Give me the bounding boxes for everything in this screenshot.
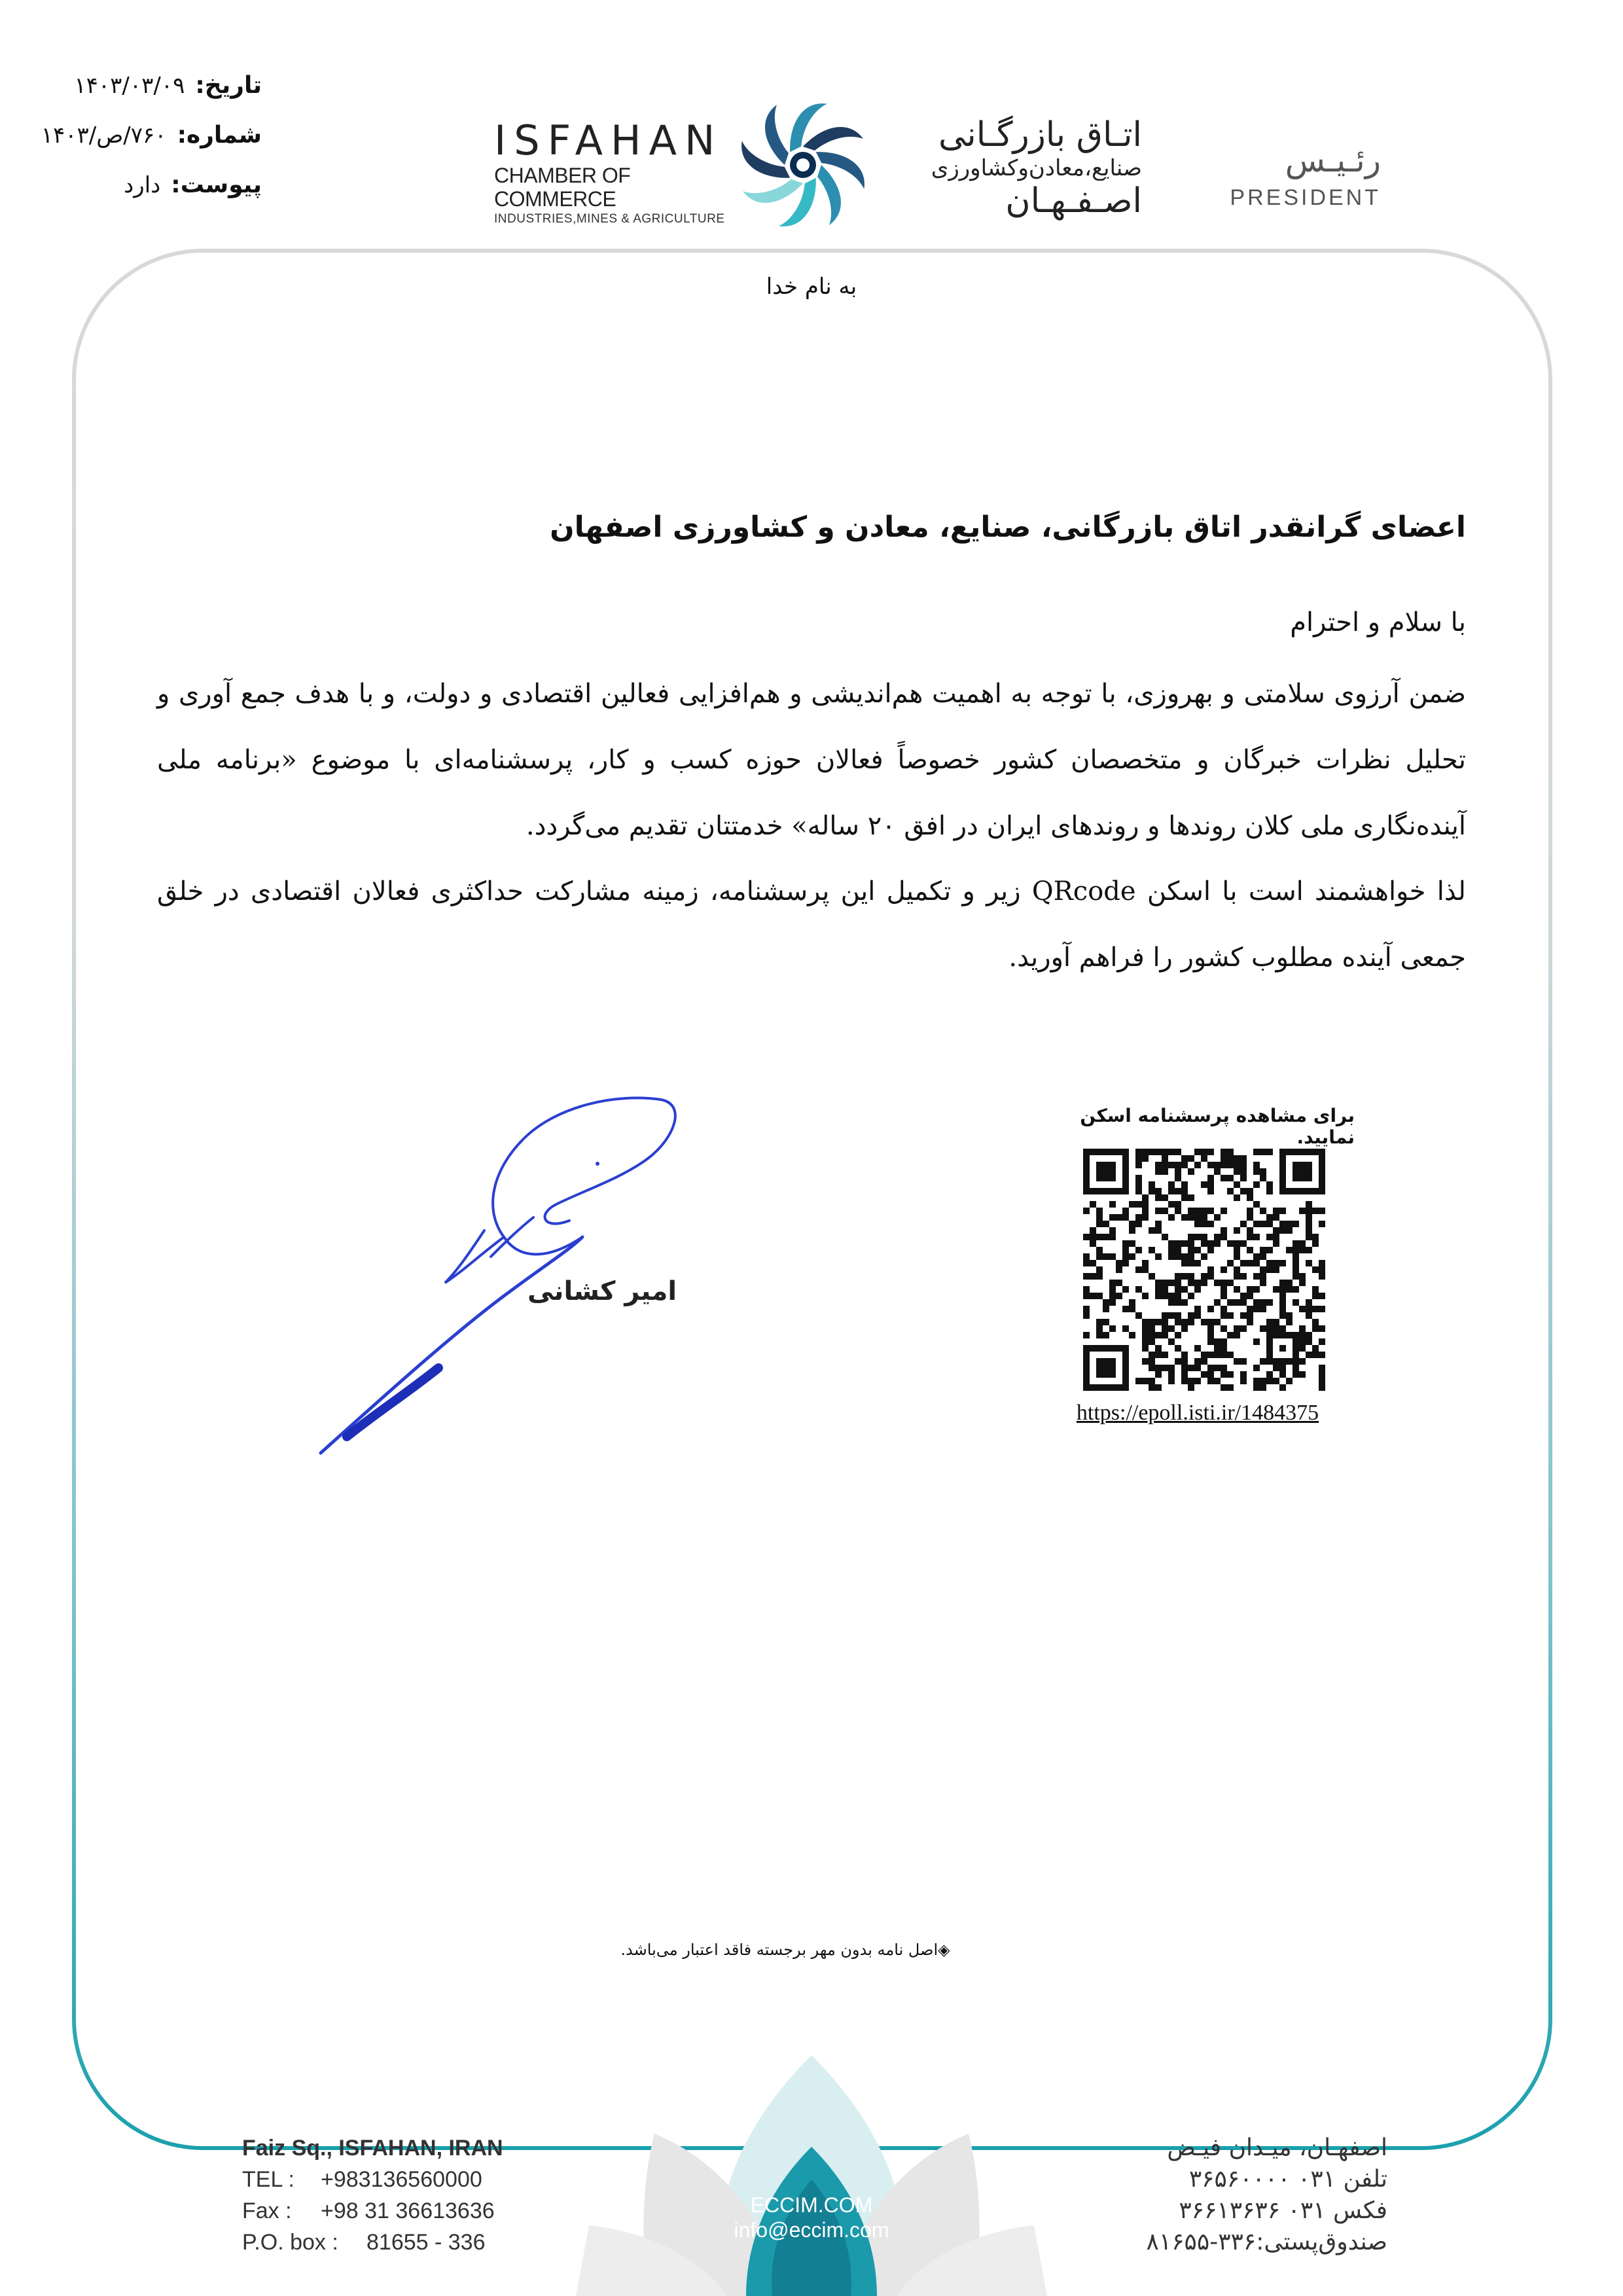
- logo-en-tagline: INDUSTRIES,MINES & AGRICULTURE: [494, 212, 725, 226]
- body-paragraph-1: ضمن آرزوی سلامتی و بهروزی، با توجه به اهمیت هم‌اندیشی و هم‌افزایی فعالین اقتصادی و دولت، و با هدف جمع آوری و تحلیل نظرات خبرگان و متخصصان کشور خصوصاً فعالان حوزه کسب و کار، پرسشنامه‌ای با موضوع «برنامه ملی آینده‌نگاری ملی کلان روندها و روندهای ایران در افق ۲۰ ساله» خدمتتان تقدیم می‌گردد.: [157, 679, 1466, 841]
- fax-label: Fax :: [242, 2198, 292, 2223]
- logo-en-title: ISFAHAN: [494, 117, 723, 164]
- footer-fa-fax: فکس ۰۳۱ ۳۶۶۱۳۶۳۶: [1179, 2197, 1387, 2224]
- number-label: شماره:: [177, 122, 262, 149]
- recipient-line: اعضای گرانقدر اتاق بازرگانی، صنایع، معادن و کشاورزی اصفهان: [550, 511, 1466, 544]
- footer-fa-title: اصفهـان، میـدان فیـض: [1167, 2134, 1387, 2161]
- logo-fa-title: اتـاق بازرگـانی: [938, 115, 1142, 154]
- attachment-label: پیوست:: [171, 171, 262, 198]
- attachment-value: دارد: [124, 172, 161, 198]
- footer-fax-row: [242, 2195, 524, 2227]
- footer-web: [654, 2193, 969, 2242]
- footer-address-en: [242, 2132, 524, 2258]
- logo-persian: [880, 115, 1142, 221]
- president-en: PRESIDENT: [1230, 185, 1381, 210]
- chamber-logo-icon: [733, 92, 874, 239]
- logo-fa-city: اصـفـهـان: [1005, 181, 1142, 221]
- footer-lotus-icon: [550, 2029, 1073, 2296]
- footer-fa-pobox: صندوق‌پستی:۳۳۶-۸۱۶۵۵: [1146, 2229, 1387, 2255]
- logo-fa-subtitle: صنایع،معادن‌و‌کشاورزی: [931, 155, 1142, 181]
- pobox-label: P.O. box :: [242, 2230, 338, 2255]
- letter-meta: [39, 72, 262, 221]
- signature-image: [308, 1086, 713, 1460]
- bismillah: به نام خدا: [766, 274, 857, 300]
- number-value: ۷۶۰/ص/۱۴۰۳: [41, 122, 167, 149]
- validity-note: ◈اصل نامه بدون مهر برجسته فاقد اعتبار می‌باشد.: [620, 1941, 950, 1959]
- logo-english: [494, 118, 736, 228]
- date-label: تاریخ:: [195, 72, 262, 99]
- pobox-value: 81655 - 336: [366, 2230, 486, 2255]
- greeting: با سلام و احترام: [1290, 607, 1466, 637]
- body-paragraph-2: لذا خواهشمند است با اسکن QRcode زیر و تکمیل این پرسشنامه، زمینه مشارکت حداکثری فعالان اقتصادی در خلق جمعی آینده مطلوب کشور را فراهم آورید.: [157, 876, 1466, 973]
- signer-name: امیر کشانی: [527, 1276, 677, 1306]
- logo-en-subtitle: CHAMBER OF COMMERCE: [494, 164, 631, 211]
- questionnaire-link[interactable]: https://epoll.isti.ir/1484375: [1076, 1401, 1319, 1425]
- attachment-row: [39, 171, 262, 221]
- footer-address-fa: [1099, 2132, 1387, 2258]
- footer-tel-row: [242, 2164, 524, 2195]
- website-link[interactable]: ECCIM.COM: [750, 2193, 873, 2217]
- tel-label: TEL :: [242, 2167, 294, 2192]
- president-fa: رئـیـس: [1285, 141, 1381, 179]
- date-row: [39, 72, 262, 122]
- footer-fa-tel: تلفن ۰۳۱ ۳۶۵۶۰۰۰۰: [1188, 2166, 1387, 2193]
- fax-value: +98 31 36613636: [321, 2198, 495, 2223]
- date-value: ۱۴۰۳/۰۳/۰۹: [74, 73, 185, 99]
- footer-pobox-row: [242, 2227, 524, 2258]
- qr-code[interactable]: [1083, 1149, 1325, 1391]
- tel-value: +983136560000: [321, 2167, 482, 2192]
- president-title: [1191, 137, 1381, 212]
- number-row: [39, 122, 262, 171]
- footer-en-title: Faiz Sq., ISFAHAN, IRAN: [242, 2136, 503, 2161]
- qr-caption: برای مشاهده پرسشنامه اسکن نمایید.: [1080, 1105, 1355, 1148]
- email-link[interactable]: info@eccim.com: [734, 2218, 889, 2242]
